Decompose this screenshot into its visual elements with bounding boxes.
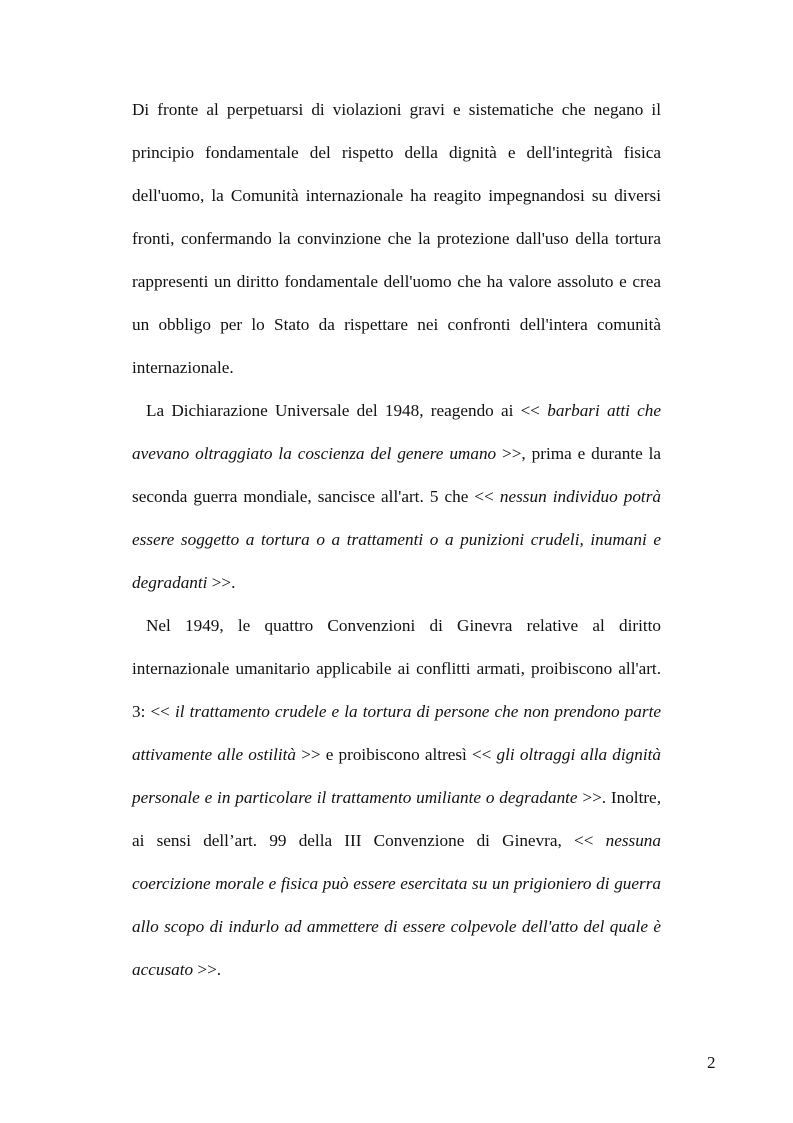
text-segment: >>, prima e durante la seconda guerra mondiale, sancisce all'art. 5 che << xyxy=(132,444,662,506)
text-segment: Di fronte al perpetuarsi di violazioni gravi e sistematiche che negano il principio fondamentale del rispetto della dignità e dell'integrità fisica dell'uomo, la Comunità internazionale ha reagito impegnandosi su diversi fronti, confermando la convinzione che la protezione dall'uso della tortura rappresenti un diritto fondamentale dell'uomo che ha valore assoluto e crea un obbligo per lo Stato da rispettare nei confronti dell'intera comunità internazionale. xyxy=(132,100,661,377)
quote-segment: il trattamento crudele e la tortura di persone che non prendono parte attivamente alle ostilità xyxy=(132,702,661,764)
text-segment: >>. xyxy=(193,960,222,979)
quote-segment: barbari atti che avevano oltraggiato la coscienza del genere umano xyxy=(132,401,661,463)
paragraph-1 xyxy=(132,88,661,389)
quote-segment: nessuna coercizione morale e fisica può essere esercitata su un prigioniero di guerra allo scopo di indurlo ad ammettere di essere colpevole dell'atto del quale è accusato xyxy=(132,831,661,979)
paragraph-3 xyxy=(132,604,661,991)
text-segment: Nel 1949, le quattro Convenzioni di Ginevra relative al diritto internazionale umanitario applicabile ai conflitti armati, proibiscono all'art. 3: << xyxy=(132,616,661,721)
paragraph-2 xyxy=(132,389,661,604)
page-number: 2 xyxy=(707,1053,716,1072)
text-segment: >>. xyxy=(207,573,236,592)
text-segment: La Dichiarazione Universale del 1948, reagendo ai << xyxy=(146,401,548,420)
quote-segment: nessun individuo potrà essere soggetto a tortura o a trattamenti o a punizioni crudeli, inumani e degradanti xyxy=(132,487,661,592)
quote-segment: gli oltraggi alla dignità personale e in particolare il trattamento umiliante o degradante xyxy=(132,745,661,807)
text-segment: >> e proibiscono altresì << xyxy=(296,745,497,764)
document-body xyxy=(132,88,661,991)
text-segment: >>. Inoltre, ai sensi dell’art. 99 della III Convenzione di Ginevra, << xyxy=(132,788,661,850)
